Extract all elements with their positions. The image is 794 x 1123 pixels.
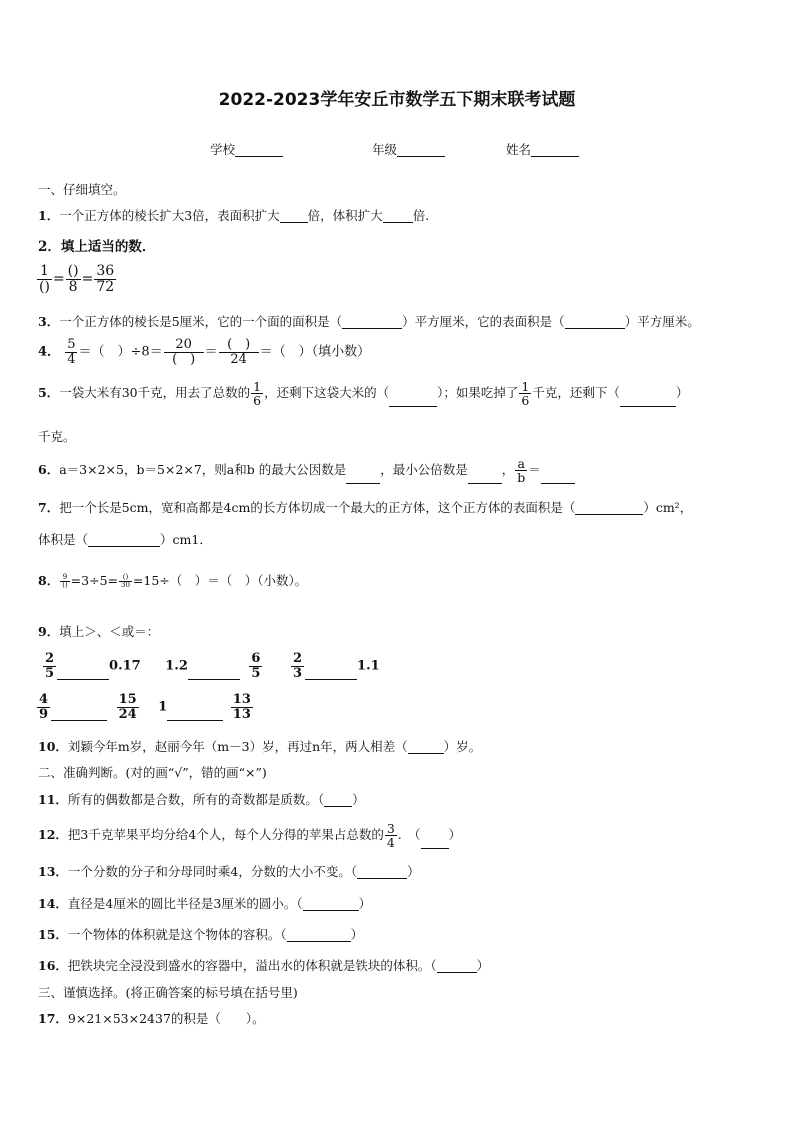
question-text: ）	[476, 958, 490, 973]
question-text: ，	[501, 462, 515, 478]
question-number: 13．	[38, 864, 68, 879]
fraction	[43, 652, 56, 680]
value: 1.1	[357, 658, 380, 674]
question-text: ＝（ ）（填小数）	[259, 344, 371, 360]
denominator: 30	[121, 581, 130, 589]
question-15	[38, 927, 363, 942]
question-text: ）	[358, 896, 372, 911]
fraction	[117, 693, 139, 721]
denominator: 3	[292, 665, 303, 681]
numerator: 3	[386, 821, 395, 836]
answer-blank[interactable]	[51, 720, 107, 721]
answer-blank[interactable]	[575, 514, 643, 515]
denominator: 13	[232, 706, 251, 722]
answer-blank[interactable]	[408, 753, 444, 754]
answer-blank[interactable]	[303, 910, 359, 911]
numerator: 1	[521, 379, 530, 394]
question-text: 把铁块完全浸没到盛水的容器中，溢出水的体积就是铁块的体积。（	[67, 958, 437, 973]
numerator: 13	[232, 692, 251, 707]
denominator: 5	[45, 665, 55, 681]
question-text: 倍.	[412, 208, 430, 223]
question-text: =15÷（ ）＝（ ）（小数）。	[132, 573, 308, 588]
school-label: 学校	[210, 142, 236, 157]
question-number: 16．	[38, 958, 68, 973]
fraction	[164, 338, 204, 366]
fraction	[385, 822, 397, 849]
answer-blank[interactable]	[324, 806, 352, 807]
question-text: =3÷5=	[70, 573, 118, 588]
question-7-continued	[38, 532, 212, 547]
fraction	[65, 338, 77, 366]
page-title: 2022-2023学年安丘市数学五下期末联考试题	[218, 90, 576, 110]
question-number: 14．	[38, 896, 68, 911]
question-text: 9×21×53×2437的积是（ ）。	[67, 1011, 265, 1026]
answer-blank[interactable]	[88, 546, 160, 547]
question-text: 一个正方体的棱长扩大3倍，表面积扩大	[59, 208, 280, 223]
question-text: ＝（ ）÷8＝	[78, 344, 163, 360]
question-text: 把3千克苹果平均分给4个人，每个人分得的苹果占总数的	[67, 827, 384, 843]
question-text: ）	[407, 864, 420, 879]
question-1	[38, 208, 429, 223]
answer-blank[interactable]	[357, 878, 407, 879]
numerator: 9	[60, 574, 69, 582]
answer-blank[interactable]	[287, 941, 351, 942]
numerator: 6	[251, 651, 261, 666]
answer-blank[interactable]	[565, 328, 625, 329]
question-number: 15．	[38, 927, 68, 942]
question-text: 直径是4厘米的圆比半径是3厘米的圆小。（	[67, 896, 303, 911]
answer-blank[interactable]	[342, 328, 402, 329]
question-number: 8．	[38, 573, 60, 588]
question-4: 4． $\frac{5}{4}$ ＝（ ）÷8＝ $\frac{20}{( )}$ ＝ $\frac{( )}{24}$ ＝（ ）（填小数）	[38, 337, 371, 367]
numerator: 1	[253, 379, 262, 394]
question-14	[38, 896, 371, 911]
fraction	[37, 693, 50, 721]
question-text: 填上＞、＜或＝：	[59, 624, 160, 639]
grade-blank[interactable]	[397, 156, 445, 157]
value: 0.17	[109, 658, 141, 674]
fraction	[94, 264, 116, 294]
question-text: ）cm²，	[643, 500, 693, 515]
question-17	[38, 1011, 265, 1026]
question-text: 刘颖今年m岁，赵丽今年（m－3）岁，再过n年，两人相差（	[67, 739, 408, 754]
denominator: 6	[253, 393, 262, 409]
question-text: ）	[350, 927, 364, 942]
question-number: 7．	[38, 500, 60, 515]
question-text: ）	[352, 792, 365, 807]
denominator: 4	[386, 835, 395, 851]
question-10	[38, 739, 481, 754]
answer-blank[interactable]	[383, 222, 413, 223]
denominator[interactable]: ()	[62, 581, 68, 589]
question-text: ）	[675, 385, 689, 401]
question-text: ）平方厘米。	[624, 314, 700, 329]
denominator[interactable]: ()	[39, 278, 50, 295]
denominator: 8	[68, 278, 78, 295]
question-text: ）平方厘米，它的表面积是（	[402, 314, 565, 329]
answer-blank[interactable]	[541, 483, 575, 484]
question-text: 一个分数的分子和分母同时乘4，分数的大小不变。（	[67, 864, 358, 879]
numerator: 20	[164, 338, 204, 353]
question-text: ）	[448, 827, 462, 843]
question-text: . （	[397, 827, 421, 843]
numerator: 4	[39, 692, 49, 707]
numerator[interactable]: ()	[67, 263, 79, 279]
denominator: 6	[521, 393, 530, 409]
question-number: 11．	[38, 792, 68, 807]
question-text: 倍，体积扩大	[307, 208, 383, 223]
denominator: 9	[39, 706, 49, 722]
answer-blank[interactable]	[468, 483, 502, 484]
numerator: 2	[292, 651, 303, 666]
question-number: 10．	[38, 739, 68, 754]
question-text: ）cm1．	[160, 532, 212, 547]
value: 1	[158, 699, 168, 715]
numerator[interactable]: ( )	[219, 338, 259, 353]
question-number: 17．	[38, 1011, 68, 1026]
section-3-heading: 三、谨慎选择。(将正确答案的标号填在括号里)	[38, 985, 298, 1000]
question-text: 一个物体的体积就是这个物体的容积。（	[67, 927, 287, 942]
answer-blank[interactable]	[620, 406, 676, 407]
question-text: 所有的偶数都是合数，所有的奇数都是质数。（	[67, 792, 325, 807]
question-number: 12．	[38, 827, 68, 843]
question-number: 9．	[38, 624, 60, 639]
question-2-fractions: $\frac{1}{()}$ = $\frac{()}{8}$ = $\frac{36}{72}$	[39, 263, 115, 295]
answer-blank[interactable]	[389, 406, 437, 407]
school-field	[210, 142, 283, 157]
question-number: 4．	[38, 344, 61, 360]
numerator: 5	[67, 337, 76, 352]
question-text: ，还剩下这袋大米的（	[264, 385, 390, 401]
numerator[interactable]: ()	[119, 574, 132, 582]
question-9-row-1	[42, 652, 380, 680]
section-2-heading: 二、准确判断。(对的画“√”，错的画“×”)	[38, 765, 267, 780]
numerator: 1	[37, 264, 52, 280]
answer-blank[interactable]	[421, 848, 449, 849]
fraction	[119, 574, 132, 590]
question-16	[38, 958, 489, 973]
answer-blank[interactable]	[346, 483, 380, 484]
question-11	[38, 792, 365, 807]
fraction	[219, 338, 259, 366]
question-9-row-2	[36, 693, 254, 721]
numerator: 15	[118, 692, 137, 707]
fraction	[515, 457, 527, 484]
fraction	[60, 574, 69, 590]
fraction	[66, 264, 81, 294]
question-number: 5．	[38, 385, 60, 401]
answer-blank[interactable]	[188, 679, 240, 680]
denominator[interactable]: ( )	[172, 351, 196, 367]
answer-blank[interactable]	[437, 972, 477, 973]
fraction	[249, 652, 262, 680]
fraction	[251, 380, 263, 407]
numerator: a	[515, 457, 527, 471]
question-text: a＝3×2×5，b＝5×2×7，则a和b 的最大公因数是	[59, 462, 347, 478]
question-text: 一袋大米有30千克，用去了总数的	[59, 385, 251, 401]
denominator: b	[517, 470, 526, 486]
fraction	[231, 693, 253, 721]
answer-blank[interactable]	[305, 679, 357, 680]
denominator: 72	[96, 278, 115, 295]
school-blank[interactable]	[235, 156, 283, 157]
question-number: 1．	[38, 208, 60, 223]
question-9	[38, 624, 159, 639]
question-text: 填上适当的数．	[60, 239, 156, 255]
question-2	[38, 239, 155, 255]
fraction	[519, 380, 531, 407]
answer-blank[interactable]	[57, 679, 109, 680]
name-field	[506, 142, 579, 157]
fraction	[37, 264, 52, 294]
question-text: 体积是（	[38, 532, 89, 547]
question-8	[38, 573, 307, 589]
denominator: 4	[67, 351, 76, 367]
denominator: 5	[251, 665, 261, 681]
numerator: 2	[45, 651, 55, 666]
question-text: ，最小公倍数是	[380, 462, 468, 478]
denominator: 24	[118, 706, 137, 722]
denominator: 24	[230, 351, 247, 367]
name-blank[interactable]	[531, 156, 579, 157]
question-text: 把一个长是5cm，宽和高都是4cm的长方体切成一个最大的正方体，这个正方体的表面积是（	[59, 500, 576, 515]
question-number: 2．	[38, 239, 61, 255]
question-text: ）岁。	[443, 739, 482, 754]
fraction	[291, 652, 304, 680]
question-7	[38, 500, 692, 515]
question-text: 一个正方体的棱长是5厘米，它的一个面的面积是（	[59, 314, 343, 329]
question-5-continued: 千克。	[38, 429, 76, 444]
question-5	[38, 380, 688, 407]
answer-blank[interactable]	[167, 720, 223, 721]
grade-label: 年级	[372, 142, 398, 157]
grade-field	[372, 142, 445, 157]
section-1-heading: 一、仔细填空。	[38, 182, 126, 197]
numerator: 36	[96, 263, 115, 279]
answer-blank[interactable]	[280, 222, 308, 223]
question-13	[38, 864, 420, 879]
question-6	[38, 457, 575, 484]
question-12	[38, 822, 461, 849]
question-text: ）；如果吃掉了	[437, 385, 519, 401]
question-text: ＝	[528, 462, 541, 478]
name-label: 姓名	[506, 142, 532, 157]
question-3	[38, 314, 700, 329]
question-number: 6．	[38, 462, 60, 478]
value: 1.2	[165, 658, 188, 674]
question-text: 千克，还剩下（	[532, 385, 620, 401]
question-number: 3．	[38, 314, 60, 329]
